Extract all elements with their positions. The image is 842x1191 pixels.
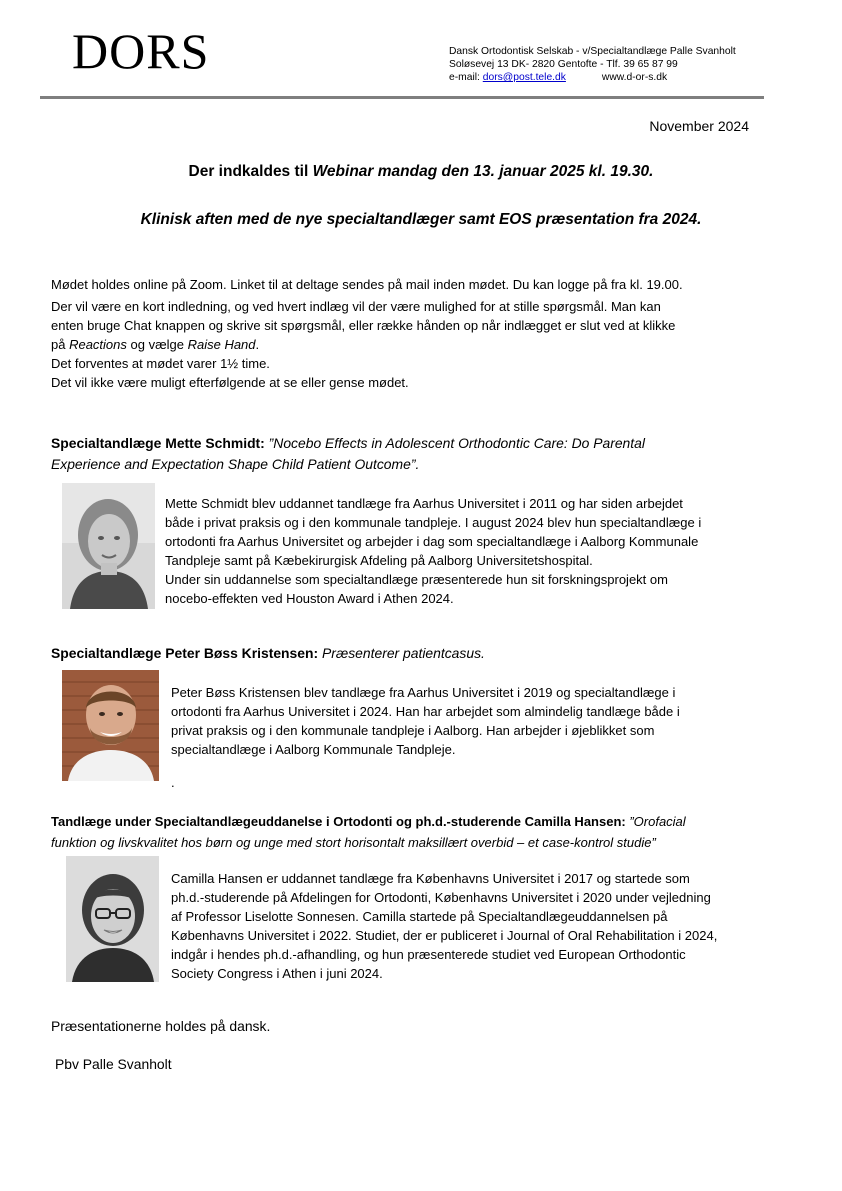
speaker-1-bio [165, 494, 701, 608]
signature: Pbv Palle Svanholt [55, 1056, 172, 1072]
bio-line: nocebo-effekten ved Houston Award i Athen 2024. [165, 591, 454, 606]
bio-line: Under sin uddannelse som specialtandlæge præsenterede hun sit forskningsprojekt om [165, 572, 668, 587]
headline-lead: Der indkaldes til [188, 163, 313, 180]
speaker-name: Specialtandlæge Peter Bøss Kristensen: [51, 645, 319, 661]
speaker-2-bio [171, 683, 680, 759]
letterhead-info [449, 45, 736, 84]
reactions-term: Reactions [69, 337, 127, 352]
speaker-3-title [51, 811, 751, 853]
intro-line: Det vil ikke være muligt efterfølgende at se eller gense mødet. [51, 375, 409, 390]
speaker-name: Specialtandlæge Mette Schmidt: [51, 435, 265, 451]
speaker-name: Tandlæge under Specialtandlægeuddanelse i Ortodonti og ph.d.-studerende Camilla Hansen: [51, 814, 626, 829]
talk-title: ”Nocebo Effects in Adolescent Orthodontic Care: Do Parental [264, 435, 645, 451]
invitation-subtitle: Klinisk aften med de nye specialtandlæger samt EOS præsentation fra 2024. [140, 211, 702, 228]
raise-hand-term: Raise Hand [187, 337, 256, 352]
bio-line: både i privat praksis og i den kommunale tandpleje. I august 2024 blev hun specialtandlæge i [165, 515, 702, 530]
org-line: Dansk Ortodontisk Selskab - v/Specialtandlæge Palle Svanholt [449, 46, 736, 57]
speaker-3-photo [66, 856, 159, 982]
talk-title: Experience and Expectation Shape Child Patient Outcome”. [51, 456, 420, 472]
invitation-headline [0, 163, 842, 181]
website-text: www.d-or-s.dk [601, 72, 668, 83]
address-line: Soløsevej 13 DK- 2820 Gentofte - Tlf. 39 65 87 99 [449, 59, 678, 70]
intro-line: Der vil være en kort indledning, og ved hvert indlæg vil der være mulighed for at stille spørgsmål. Man kan [51, 299, 661, 314]
intro-line: enten bruge Chat knappen og skrive sit spørgsmål, eller række hånden op når indlægget er slut ved at klikke [51, 318, 676, 333]
bio-line: specialtandlæge i Aalborg Kommunale Tandpleje. [171, 742, 456, 757]
bio-line: Peter Bøss Kristensen blev tandlæge fra Aarhus Universitet i 2019 og specialtandlæge i [171, 685, 676, 700]
intro-line [51, 335, 771, 354]
speaker-2-title [51, 643, 751, 664]
bio-line: Tandpleje samt på Kæbekirurgisk Afdeling på Aalborg Universitetshospital. [165, 553, 593, 568]
letterhead-divider [40, 96, 764, 99]
dors-logo: DORS [72, 23, 210, 79]
speaker-1-title [51, 433, 751, 475]
intro-text: på [51, 337, 70, 352]
letter-date: November 2024 [649, 118, 749, 134]
bio-line: indgår i hendes ph.d.-afhandling, og hun præsenterede studiet ved European Orthodontic [171, 947, 686, 962]
bio-line: Camilla Hansen er uddannet tandlæge fra Københavns Universitet i 2017 og startede som [171, 871, 690, 886]
email-link[interactable]: dors@post.tele.dk [482, 72, 566, 83]
speaker-1-photo [62, 483, 155, 609]
contact-line [449, 71, 736, 84]
bio-line: Københavns Universitet i 2022. Studiet, der er publiceret i Journal of Oral Rehabilitation i 2024, [171, 928, 718, 943]
bio-line: privat praksis og i den kommunale tandpleje i Aalborg. Han arbejder i øjeblikket som [171, 723, 655, 738]
headline-event: Webinar mandag den 13. januar 2025 kl. 19.30. [312, 163, 654, 180]
bio-line: Society Congress i Athen i juni 2024. [171, 966, 383, 981]
speaker-2-photo [62, 670, 159, 781]
bio-line: Mette Schmidt blev uddannet tandlæge fra Aarhus Universitet i 2011 og har siden arbejdet [165, 496, 683, 511]
talk-title: Præsenterer patientcasus. [318, 645, 485, 661]
speaker-3-bio [171, 869, 717, 983]
intro-text: . [255, 337, 260, 352]
intro-text: og vælge [126, 337, 188, 352]
talk-title: funktion og livskvalitet hos børn og unge med stort horisontalt maksillært overbid – et case-kontrol studie” [51, 835, 656, 850]
meeting-info [51, 275, 771, 392]
bio-line: af Professor Liselotte Sonnesen. Camilla startede på Specialtandlægeuddannelsen på [171, 909, 668, 924]
bio-line: ortodonti fra Aarhus Universitet og arbejder i dag som specialtandlæge i Aalborg Kommunale [165, 534, 699, 549]
stray-period: . [171, 775, 175, 790]
language-note: Præsentationerne holdes på dansk. [51, 1018, 271, 1034]
email-prefix: e-mail: [449, 72, 483, 83]
bio-line: ortodonti fra Aarhus Universitet i 2024. Han har arbejdet som almindelig tandlæge både i [171, 704, 680, 719]
intro-line: Mødet holdes online på Zoom. Linket til at deltage sendes på mail inden mødet. Du kan logge på fra kl. 19.00. [51, 277, 683, 292]
intro-line: Det forventes at mødet varer 1½ time. [51, 356, 270, 371]
talk-title: ”Orofacial [625, 814, 686, 829]
bio-line: ph.d.-studerende på Afdelingen for Ortodonti, Københavns Universitet i 2020 under vejledning [171, 890, 711, 905]
